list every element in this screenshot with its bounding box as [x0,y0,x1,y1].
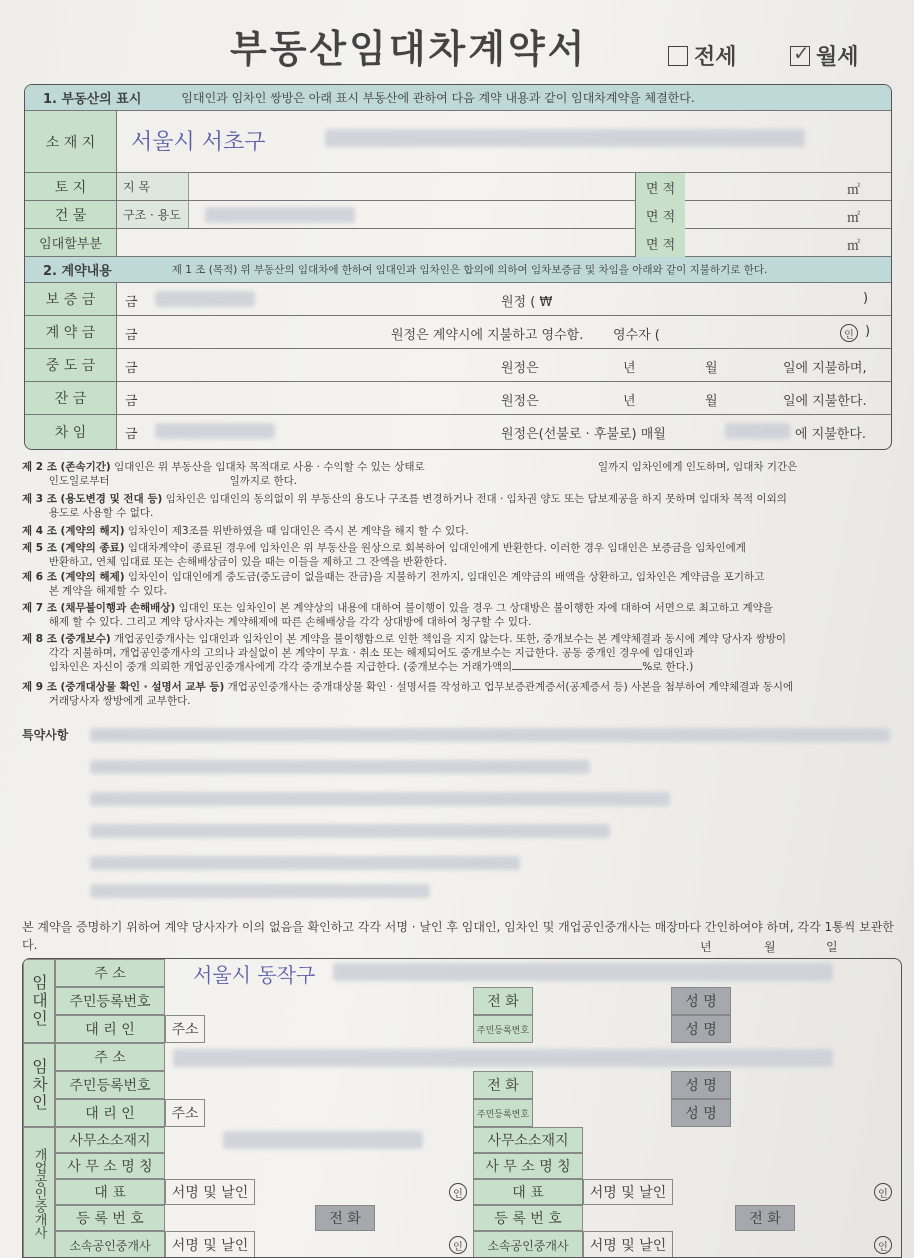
clause-head: 제 7 조 (채무불이행과 손해배상) [22,602,176,614]
clause-head: 제 6 조 (계약의 해제) [22,571,125,583]
redacted-structure [205,207,355,223]
redacted-rent-day [725,423,790,439]
redacted-special-1 [90,728,890,742]
deposit-end: ) [863,291,869,306]
certification-text: 본 계약을 증명하기 위하여 계약 당사자가 이의 없음을 확인하고 각각 서명 · 날인 후 임대인, 임차인 및 개업공인중개사는 매장마다 간인하여야 하며, 각각 1통씩 보관한다. [22,920,894,952]
section2-header [25,257,891,283]
redacted-special-2 [90,760,590,774]
location-label: 소 재 지 [25,111,117,172]
clause-head: 제 4 조 (계약의 해지) [22,525,125,537]
clause-body: 임차인이 제3조를 위반하였을 때 임대인은 즉시 본 계약을 해지 할 수 있다. [127,525,469,537]
lessee-proxy-id: 주민등록번호 [473,1099,533,1127]
building-area-label: 면 적 [635,201,685,229]
clause-line2: 인도일로부터 [48,475,110,487]
interim-row [25,349,891,382]
clause-body: 개업공인중개사는 임대인과 임차인이 본 계약을 불이행함으로 인한 책임을 지지 않는다. 또한, 중개보수는 본 계약체결과 동시에 계약 당사자 쌍방이 [114,633,787,645]
redacted-special-3 [90,792,670,806]
redacted-lessor-address [333,963,833,981]
lessor-address-value[interactable]: 서울시 동작구 [193,963,316,987]
down-payment-text: 원정은 계약시에 지불하고 영수함. [391,328,584,343]
clause-line2: 거래당사자 쌍방에게 교부한다. [48,695,191,707]
redacted-amount [155,291,255,307]
land-unit: ㎡ [847,183,861,198]
section1-desc: 임대인과 임차인 쌍방은 아래 표시 부동산에 관하여 다음 계약 내용과 같이 임대차계약을 체결한다. [181,91,695,105]
clause-head: 제 8 조 (중개보수) [22,633,111,645]
clause-line2: 본 계약을 해제할 수 있다. [48,585,167,597]
agent1-phone-label: 전 화 [315,1205,375,1231]
seal-icon: 인 [449,1236,467,1254]
agent2-affiliated-label: 소속공인중개사 [473,1231,583,1258]
agent1-affiliated-label: 소속공인중개사 [55,1231,165,1258]
section1-label: 1. 부동산의 표시 [43,92,142,107]
agent1-office-name-label: 사 무 소 명 칭 [55,1153,165,1179]
down-payment-prefix: 금 [125,328,138,343]
agent2-sign-label: 서명 및 날인 [583,1179,673,1205]
balance-year: 년 [623,394,636,409]
agent2-affiliated-sign: 서명 및 날인 [583,1231,673,1258]
agent1-reg-label: 등 록 번 호 [55,1205,165,1231]
seal-icon: 인 [840,324,858,342]
location-row [25,111,891,173]
clause-line2: 용도로 사용할 수 없다. [48,507,154,519]
location-value[interactable]: 서울시 서초구 [131,130,266,155]
lessor-proxy-addr: 주소 [165,1015,205,1043]
clause-3 [22,492,892,520]
parties-table [22,958,902,1258]
redacted-special-5 [90,856,520,870]
lessee-phone-label: 전 화 [473,1071,533,1099]
balance-label: 잔 금 [25,382,117,414]
clause-body: 임대차계약이 종료된 경우에 임차인은 위 부동산을 원상으로 회복하여 임대인에게 반환한다. 이러한 경우 임대인은 보증금을 임차인에게 [127,542,746,554]
agent1-affiliated-sign: 서명 및 날인 [165,1231,255,1258]
deposit-label: 보 증 금 [25,283,117,315]
portion-row [25,229,891,257]
agent2-phone-label: 전 화 [735,1205,795,1231]
clause-head: 제 5 조 (계약의 종료) [22,542,125,554]
clause-head: 제 3 조 (용도변경 및 전대 등) [22,493,163,505]
lessee-id-label: 주민등록번호 [55,1071,165,1099]
seal-icon: 인 [874,1183,892,1201]
seal-icon: 인 [449,1183,467,1201]
agent-side: 개업공인중개사 [23,1127,55,1258]
portion-area-label: 면 적 [635,229,685,257]
clause-9 [22,680,892,708]
interim-prefix: 금 [125,361,138,376]
lessee-proxy-name-label: 성 명 [671,1099,731,1127]
clause-6 [22,570,892,598]
clause-2 [22,460,892,488]
lessee-address-label: 주 소 [55,1043,165,1071]
rent-label: 차 임 [25,415,117,449]
portion-unit: ㎡ [847,239,861,254]
clause-line2: 반환하고, 연체 임대료 또는 손해배상금이 있을 때는 이들을 제하고 그 잔액을 반환한다. [48,556,448,568]
lessee-side: 임차인 [23,1043,55,1127]
type-wolse[interactable] [790,40,859,71]
lessee-proxy-addr: 주소 [165,1099,205,1127]
lessor-id-label: 주민등록번호 [55,987,165,1015]
agent2-reg-label: 등 록 번 호 [473,1205,583,1231]
rent-row [25,415,891,449]
balance-row [25,382,891,415]
clause-line3: 임차인은 자신이 중개 의뢰한 개업공인중개사에게 각각 중개보수를 지급한다. (중개보수는 거래가액의 [48,661,513,673]
agent1-affiliated-seal [443,1231,473,1258]
interim-text: 원정은 [501,361,539,376]
lessee-name-label: 성 명 [671,1071,731,1099]
type-jeonse[interactable] [668,40,737,71]
clause-line2b: 일까지로 한다. [229,475,298,487]
redacted-office [223,1131,423,1149]
clause-7 [22,601,892,629]
clause-body: 임차인은 임대인의 동의없이 위 부동산의 용도나 구조를 변경하거나 전대 · 임차권 양도 또는 담보제공을 하지 못하며 임대차 목적 이외의 [165,493,787,505]
lessor-proxy-name-label: 성 명 [671,1015,731,1043]
balance-prefix: 금 [125,394,138,409]
clause-8 [22,632,892,674]
balance-month: 월 [705,394,718,409]
check-icon: ✓ [793,40,810,65]
redacted-rent [155,423,275,439]
lessor-proxy-id: 주민등록번호 [473,1015,533,1043]
redacted-special-4 [90,824,610,838]
seal-icon: 인 [874,1236,892,1254]
down-payment-label: 계 약 금 [25,316,117,348]
clause-body: 임대인은 위 부동산을 임대차 목적대로 사용 · 수익할 수 있는 상태로 [114,461,425,473]
land-row [25,173,891,201]
down-payment-row [25,316,891,349]
lessor-address-label: 주 소 [55,959,165,987]
agent1-office-addr-label: 사무소소재지 [55,1127,165,1153]
lessor-side: 임대인 [23,959,55,1043]
property-table [24,84,892,450]
clause-line2: 해제 할 수 있다. 그리고 계약 당사자는 계약해제에 따른 손해배상을 각각 상대방에 대하여 청구할 수 있다. [48,616,532,628]
redacted-special-6 [90,884,430,898]
clause-line2: 각각 지불하며, 개업공인중개사의 고의나 과실없이 본 계약이 무효 · 취소 또는 해제되어도 중개보수는 지급한다. 공동 중개인 경우에 임대인과 [48,647,694,659]
building-unit: ㎡ [847,211,861,226]
clause-line3b: %로 한다.) [642,661,694,673]
clause-head: 제 9 조 (중개대상물 확인 · 설명서 교부 등) [22,681,225,693]
clause-body: 임대인 또는 임차인이 본 계약상의 내용에 대하여 불이행이 있을 경우 그 상대방은 불이행한 자에 대하여 서면으로 최고하고 계약을 [178,602,773,614]
lessor-name-label: 성 명 [671,987,731,1015]
lessee-proxy-label: 대 리 인 [55,1099,165,1127]
clause-head: 제 2 조 (존속기간) [22,461,111,473]
balance-end: 일에 지불한다. [783,394,867,409]
building-row [25,201,891,229]
agent1-seal-icon [443,1179,473,1205]
rent-end: 에 지불한다. [795,427,867,442]
date-year: 년 [700,940,712,954]
agent2-seal-icon [868,1179,898,1205]
deposit-text: 원정 ( ₩ [501,295,553,310]
date-month: 월 [764,940,776,954]
rent-prefix: 금 [125,427,138,442]
deposit-row [25,283,891,316]
date-day: 일 [826,940,838,954]
portion-label: 임대할부분 [25,229,117,256]
lessor-phone-label: 전 화 [473,987,533,1015]
lessor-proxy-label: 대 리 인 [55,1015,165,1043]
down-payment-end: ) [865,324,871,339]
agent1-sign-label: 서명 및 날인 [165,1179,255,1205]
interim-end: 일에 지불하며, [783,361,867,376]
agent1-rep-label: 대 표 [55,1179,165,1205]
deposit-prefix: 금 [125,295,138,310]
interim-month: 월 [705,361,718,376]
clause-tail: 일까지 임차인에게 인도하며, 임대차 기간은 [598,461,798,473]
receiver-label: 영수자 ( [613,328,660,343]
building-sub: 구조 · 용도 [117,201,189,228]
rent-text: 원정은(선불로 · 후불로) 매월 [501,427,666,442]
agent2-office-name-label: 사 무 소 명 칭 [473,1153,583,1179]
redacted-lessee-address [173,1049,833,1067]
contract-title: 부동산임대차계약서 [230,27,588,71]
clause-body: 임차인이 임대인에게 중도금(중도금이 없을때는 잔금)을 지불하기 전까지, 임대인은 계약금의 배액을 상환하고, 임차인은 계약금을 포기하고 [127,571,765,583]
jeonse-checkbox[interactable] [668,46,688,66]
jeonse-label: 전세 [694,45,737,70]
agent2-office-addr-label: 사무소소재지 [473,1127,583,1153]
land-label: 토 지 [25,173,117,200]
clause-5 [22,541,892,569]
balance-text: 원정은 [501,394,539,409]
clause-body: 개업공인중개사는 중개대상물 확인 · 설명서를 작성하고 업무보증관계증서(공제증서 등) 사본을 첨부하여 계약체결과 동시에 [227,681,794,693]
wolse-checkbox[interactable] [790,40,810,66]
section2-label: 2. 계약내용 [43,264,112,279]
interim-label: 중 도 금 [25,349,117,381]
agent2-affiliated-seal [868,1231,898,1258]
redacted-address [325,129,805,147]
section2-desc: 제 1 조 (목적) 위 부동산의 임대차에 한하여 임대인과 임차인은 합의에 의하여 임차보증금 및 차임을 아래와 같이 지불하기로 한다. [171,264,768,276]
special-terms-label: 특약사항 [22,728,69,742]
land-sub: 지 목 [117,173,189,200]
interim-year: 년 [623,361,636,376]
land-area-label: 면 적 [635,173,685,201]
wolse-label: 월세 [816,45,859,70]
section1-header [25,85,891,111]
agent2-rep-label: 대 표 [473,1179,583,1205]
building-label: 건 물 [25,201,117,228]
clause-4 [22,524,892,538]
